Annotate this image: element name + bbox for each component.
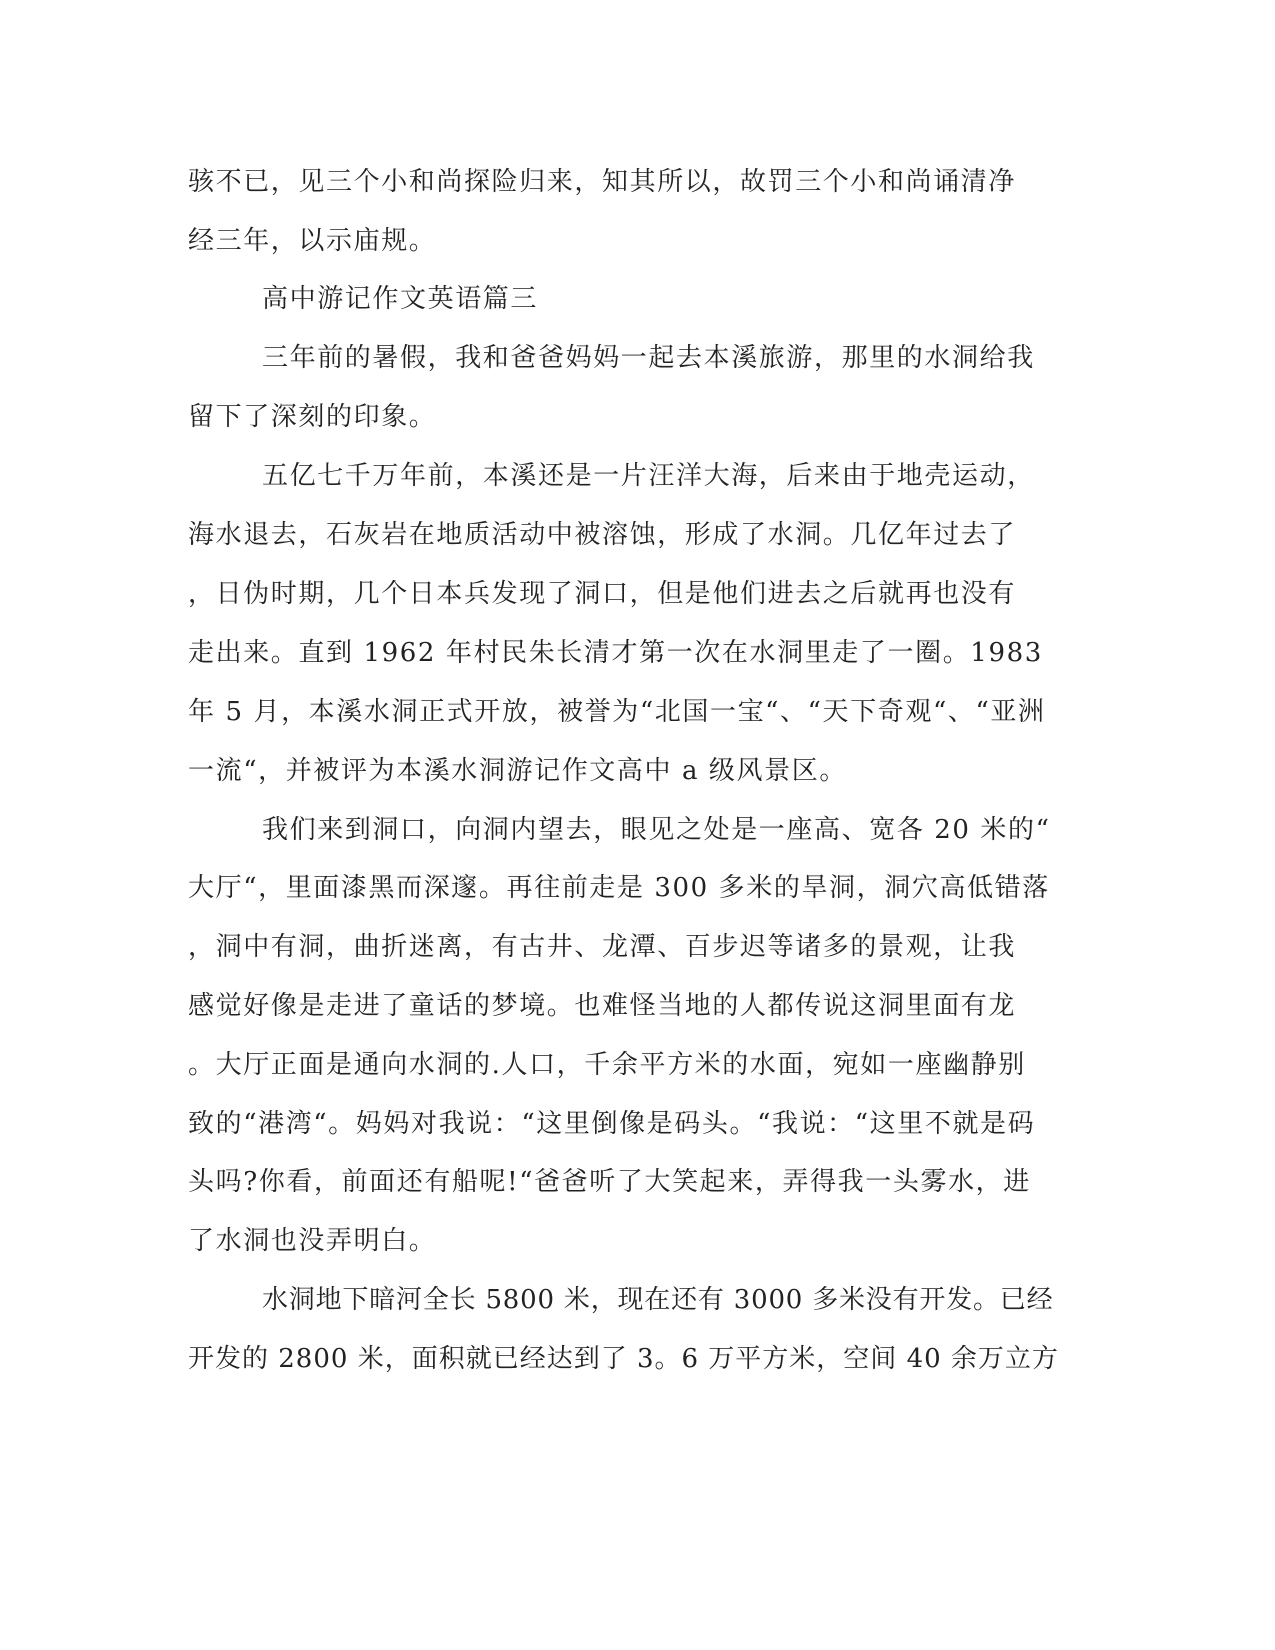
text-line: 致的“港湾“。妈妈对我说：“这里倒像是码头。“我说：“这里不就是码 [188, 1109, 1036, 1139]
text-line: 经三年，以示庙规。 [188, 226, 437, 256]
text-line: 骇不已，见三个小和尚探险归来，知其所以，故罚三个小和尚诵清净 [188, 167, 1017, 197]
text-line: 海水退去，石灰岩在地质活动中被溶蚀，形成了水洞。几亿年过去了 [188, 520, 1017, 550]
text-line: 走出来。直到 1962 年村民朱长清才第一次在水洞里走了一圈。1983 [188, 638, 1043, 668]
text-line: 头吗?你看，前面还有船呢!“爸爸听了大笑起来，弄得我一头雾水，进 [188, 1167, 1031, 1197]
text-line: 感觉好像是走进了童话的梦境。也难怪当地的人都传说这洞里面有龙 [188, 991, 1017, 1021]
paragraph-first-line: 我们来到洞口，向洞内望去，眼见之处是一座高、宽各 20 米的“ [262, 815, 1051, 845]
text-line: ，日伪时期，几个日本兵发现了洞口，但是他们进去之后就再也没有 [188, 579, 1017, 609]
paragraph-first-line: 五亿七千万年前，本溪还是一片汪洋大海，后来由于地壳运动， [262, 461, 1035, 491]
text-line: 了水洞也没弄明白。 [188, 1226, 437, 1256]
paragraph-first-line: 三年前的暑假，我和爸爸妈妈一起去本溪旅游，那里的水洞给我 [262, 343, 1035, 373]
paragraph-first-line: 水洞地下暗河全长 5800 米，现在还有 3000 多米没有开发。已经 [262, 1285, 1054, 1315]
text-line: 大厅“，里面漆黑而深邃。再往前走是 300 多米的旱洞，洞穴高低错落 [188, 873, 1050, 903]
text-line: 。大厅正面是通向水洞的.人口，千余平方米的水面，宛如一座幽静别 [188, 1050, 1026, 1080]
text-line: 一流“，并被评为本溪水洞游记作文高中 a 级风景区。 [188, 756, 847, 786]
text-line: 留下了深刻的印象。 [188, 402, 437, 432]
section-heading: 高中游记作文英语篇三 [262, 284, 539, 314]
text-line: 年 5 月，本溪水洞正式开放，被誉为“北国一宝“、“天下奇观“、“亚洲 [188, 697, 1046, 727]
text-line: 开发的 2800 米，面积就已经达到了 3。6 万平方米，空间 40 余万立方 [188, 1344, 1059, 1374]
text-line: ，洞中有洞，曲折迷离，有古井、龙潭、百步迟等诸多的景观，让我 [188, 932, 1017, 962]
